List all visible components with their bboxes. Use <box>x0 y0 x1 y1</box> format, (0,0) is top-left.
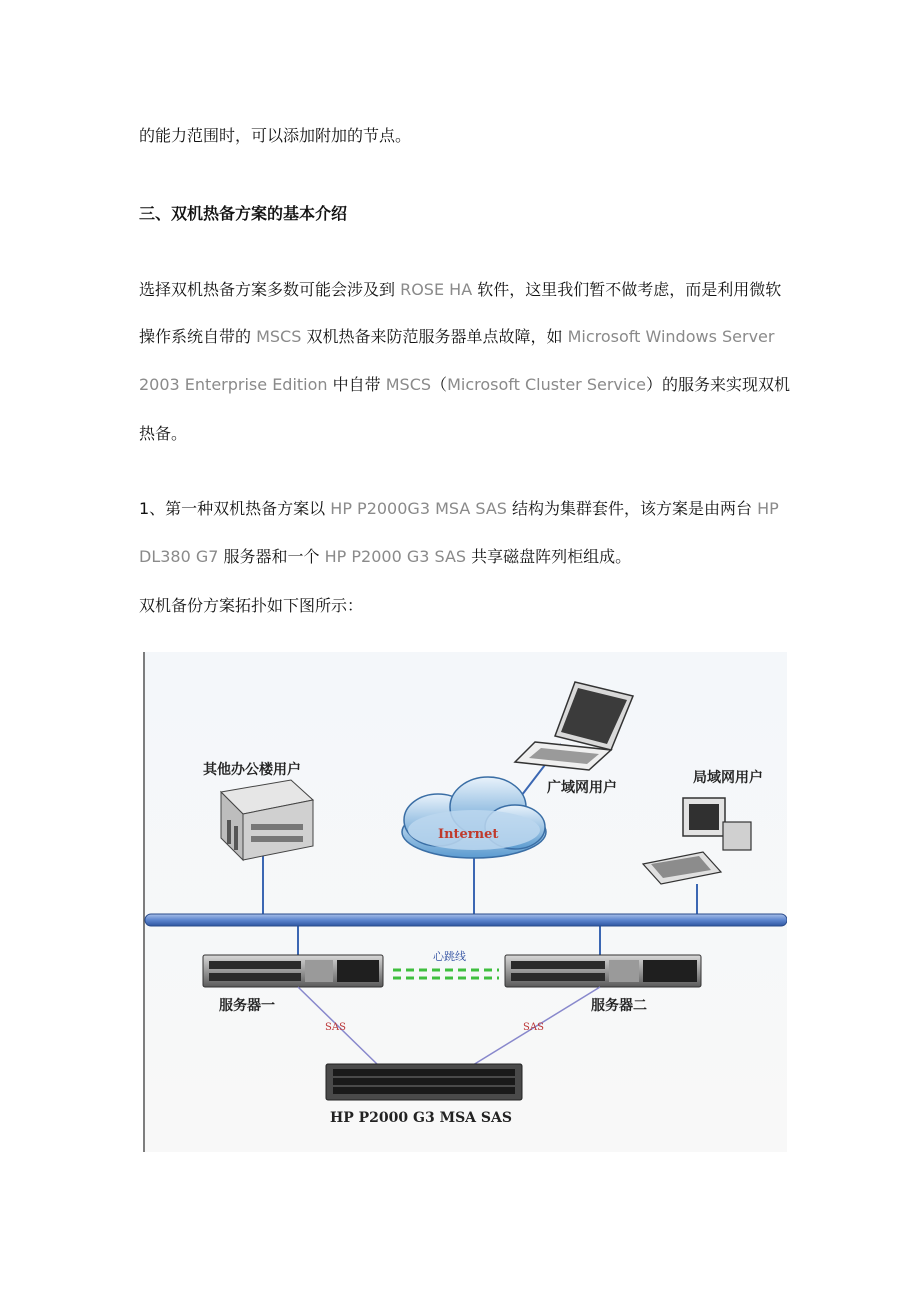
paragraph-2-line-1 <box>139 498 779 520</box>
label-sas-right: SAS <box>523 1022 544 1033</box>
product-name: Microsoft Windows Server <box>567 327 775 346</box>
lan-bus <box>145 914 787 926</box>
text-span: 软件，这里我们暂不做考虑，而是利用微软 <box>472 280 782 299</box>
storage-array-icon <box>326 1064 522 1100</box>
text-span: 服务器和一个 <box>218 547 325 566</box>
label-server-one: 服务器一 <box>219 998 275 1014</box>
product-name: HP <box>757 499 779 518</box>
product-name: MSCS <box>256 327 302 346</box>
text-span: ）的服务来实现双机 <box>645 375 790 394</box>
diagram-caption <box>139 595 363 617</box>
text-span: 双机热备来防范服务器单点故障，如 <box>301 327 568 346</box>
text-span: 操作系统自带的 <box>139 327 257 346</box>
product-name: HP P2000 G3 SAS <box>324 547 467 566</box>
server-two-icon <box>505 955 701 987</box>
text-span: 1、第一种双机热备方案以 <box>139 499 331 518</box>
paragraph-1-line-3 <box>139 374 790 396</box>
section-heading <box>139 203 347 225</box>
paragraph-1-line-2 <box>139 326 774 348</box>
topology-diagram <box>143 652 787 1152</box>
caption-text: 双机备份方案拓扑如下图所示： <box>139 596 364 615</box>
paragraph-2-line-2 <box>139 546 631 568</box>
text-span: （ <box>431 375 448 394</box>
text-line-1 <box>139 125 411 147</box>
text-span: 中自带 <box>327 375 386 394</box>
label-other-office-users: 其他办公楼用户 <box>203 762 301 778</box>
product-name: MSCS <box>385 375 432 394</box>
label-sas-left: SAS <box>325 1022 346 1033</box>
label-heartbeat: 心跳线 <box>433 950 466 963</box>
label-storage: HP P2000 G3 MSA SAS <box>330 1110 512 1126</box>
product-name: Microsoft Cluster Service <box>447 375 646 394</box>
product-name: 2003 Enterprise Edition <box>139 375 328 394</box>
heading-text: 三、双机热备方案的基本介绍 <box>139 204 348 223</box>
label-server-two: 服务器二 <box>591 998 647 1014</box>
paragraph-1-line-4 <box>139 423 187 445</box>
text-span: 选择双机热备方案多数可能会涉及到 <box>139 280 401 299</box>
label-internet: Internet <box>438 827 499 842</box>
text-span: 结构为集群套件，该方案是由两台 <box>506 499 758 518</box>
server-one-icon <box>203 955 383 987</box>
product-name: HP P2000G3 MSA SAS <box>330 499 507 518</box>
paragraph-1-line-1 <box>139 279 781 301</box>
label-lan-users: 局域网用户 <box>693 770 763 786</box>
text-span: 的能力范围时，可以添加附加的节点。 <box>139 126 412 145</box>
text-span: 共享磁盘阵列柜组成。 <box>466 547 632 566</box>
product-name: ROSE HA <box>400 280 473 299</box>
product-name: DL380 G7 <box>139 547 219 566</box>
label-wan-users: 广域网用户 <box>547 780 617 796</box>
text-span: 热备。 <box>139 424 188 443</box>
office-building-icon <box>221 780 313 860</box>
